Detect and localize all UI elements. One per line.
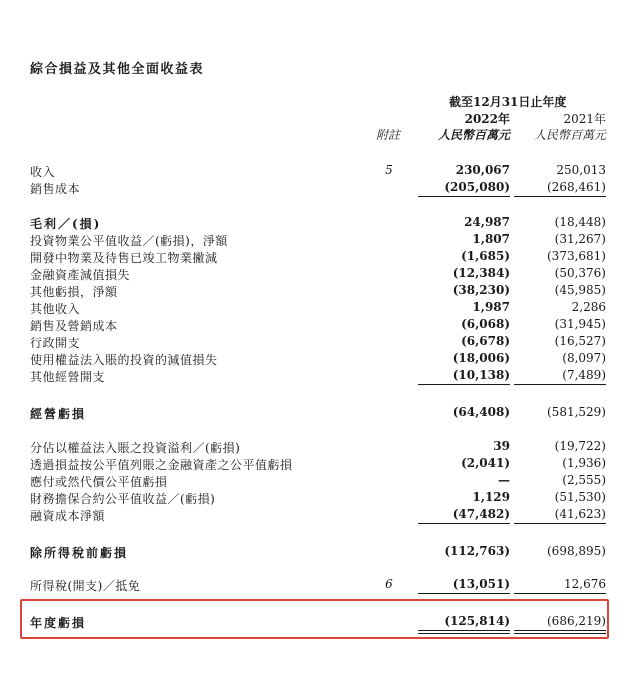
value-2022: (13,051) (452, 577, 510, 591)
table-row (0, 266, 634, 283)
table-row (0, 456, 634, 473)
table-row (0, 577, 634, 594)
table-row (0, 232, 634, 249)
value-2022: — (498, 473, 510, 487)
table-row (0, 317, 634, 334)
value-2021: (581,529) (547, 405, 606, 419)
row-note: 6 (385, 577, 393, 591)
table-row (0, 473, 634, 490)
row-label: 財務擔保合約公平值收益／(虧損) (30, 492, 216, 506)
table-row (0, 180, 634, 197)
row-label: 開發中物業及待售已竣工物業撇減 (30, 251, 218, 265)
row-label: 融資成本淨額 (30, 509, 106, 523)
value-2022: (64,408) (452, 405, 510, 419)
row-label: 毛利／(損) (30, 217, 102, 231)
row-label: 收入 (30, 165, 56, 179)
value-2021: (7,489) (562, 368, 606, 382)
rule-line (418, 593, 510, 594)
value-2022: (2,041) (461, 456, 510, 470)
header-note-col: 附註 (376, 128, 401, 142)
value-2021: 2,286 (571, 300, 606, 314)
table-row (0, 334, 634, 351)
value-2022: (125,814) (444, 614, 510, 628)
header-unit-current: 人民幣百萬元 (437, 128, 510, 142)
value-2022: (12,384) (452, 266, 510, 280)
rule-line (418, 384, 510, 385)
row-label: 使用權益法入賬的投資的減值損失 (30, 353, 218, 367)
value-2021: (268,461) (547, 180, 606, 194)
row-label: 分佔以權益法入賬之投資溢利／(虧損) (30, 441, 241, 455)
rule-line (514, 593, 606, 594)
table-row (0, 439, 634, 456)
table-row (0, 368, 634, 385)
table-row (0, 490, 634, 507)
value-2022: 1,987 (472, 300, 510, 314)
highlight-box (20, 599, 609, 639)
value-2021: 12,676 (564, 577, 606, 591)
table-row (0, 283, 634, 300)
row-label: 其他收入 (30, 302, 81, 316)
value-2022: (10,138) (452, 368, 510, 382)
row-label: 經營虧損 (30, 407, 87, 421)
rule-line (418, 196, 510, 197)
value-2021: (698,895) (547, 544, 606, 558)
table-row (0, 249, 634, 266)
value-2021: (373,681) (547, 249, 606, 263)
row-label: 其他經營開支 (30, 370, 106, 384)
row-label: 透過損益按公平值列賬之金融資產之公平值虧損 (30, 458, 293, 472)
value-2021: 250,013 (556, 163, 606, 177)
statement-title: 綜合損益及其他全面收益表 (30, 62, 205, 77)
row-label: 銷售及營銷成本 (30, 319, 118, 333)
value-2021: (18,448) (554, 215, 606, 229)
value-2021: (45,985) (554, 283, 606, 297)
value-2022: 1,807 (472, 232, 510, 246)
value-2021: (19,722) (554, 439, 606, 453)
value-2022: (1,685) (461, 249, 510, 263)
value-2021: (31,267) (554, 232, 606, 246)
header-year-current: 2022年 (464, 112, 510, 126)
value-2022: 230,067 (455, 163, 510, 177)
value-2022: 39 (493, 439, 510, 453)
row-label: 除所得稅前虧損 (30, 546, 129, 560)
value-2021: (8,097) (562, 351, 606, 365)
rule-line (514, 384, 606, 385)
header-year-prior: 2021年 (563, 112, 606, 126)
header-period: 截至12月31日止年度 (449, 95, 567, 109)
value-2022: (18,006) (452, 351, 510, 365)
value-2021: (41,623) (554, 507, 606, 521)
value-2022: (6,068) (461, 317, 510, 331)
rule-line (418, 523, 510, 524)
table-row (0, 351, 634, 368)
value-2022: (205,080) (444, 180, 510, 194)
value-2022: 1,129 (472, 490, 510, 504)
table-row (0, 215, 634, 232)
table-row (0, 544, 634, 561)
value-2022: (38,230) (452, 283, 510, 297)
row-label: 行政開支 (30, 336, 81, 350)
row-label: 應付或然代價公平值虧損 (30, 475, 168, 489)
table-row (0, 405, 634, 422)
value-2021: (686,219) (547, 614, 606, 628)
table-row (0, 300, 634, 317)
table-row (0, 507, 634, 524)
value-2021: (51,530) (554, 490, 606, 504)
value-2021: (31,945) (554, 317, 606, 331)
row-label: 金融資產減值損失 (30, 268, 131, 282)
value-2022: (112,763) (444, 544, 510, 558)
row-label: 年度虧損 (30, 616, 87, 630)
value-2021: (1,936) (562, 456, 606, 470)
value-2021: (16,527) (554, 334, 606, 348)
value-2022: (47,482) (452, 507, 510, 521)
rule-line (514, 523, 606, 524)
row-label: 投資物業公平值收益／(虧損)，淨額 (30, 234, 228, 248)
row-label: 銷售成本 (30, 182, 81, 196)
header-unit-prior: 人民幣百萬元 (533, 128, 606, 142)
row-note: 5 (385, 163, 393, 177)
value-2021: (2,555) (562, 473, 606, 487)
rule-line (514, 196, 606, 197)
row-label: 其他虧損，淨額 (30, 285, 118, 299)
table-row (0, 163, 634, 180)
value-2022: (6,678) (461, 334, 510, 348)
value-2021: (50,376) (554, 266, 606, 280)
value-2022: 24,987 (464, 215, 510, 229)
row-label: 所得稅(開支)／抵免 (30, 579, 141, 593)
